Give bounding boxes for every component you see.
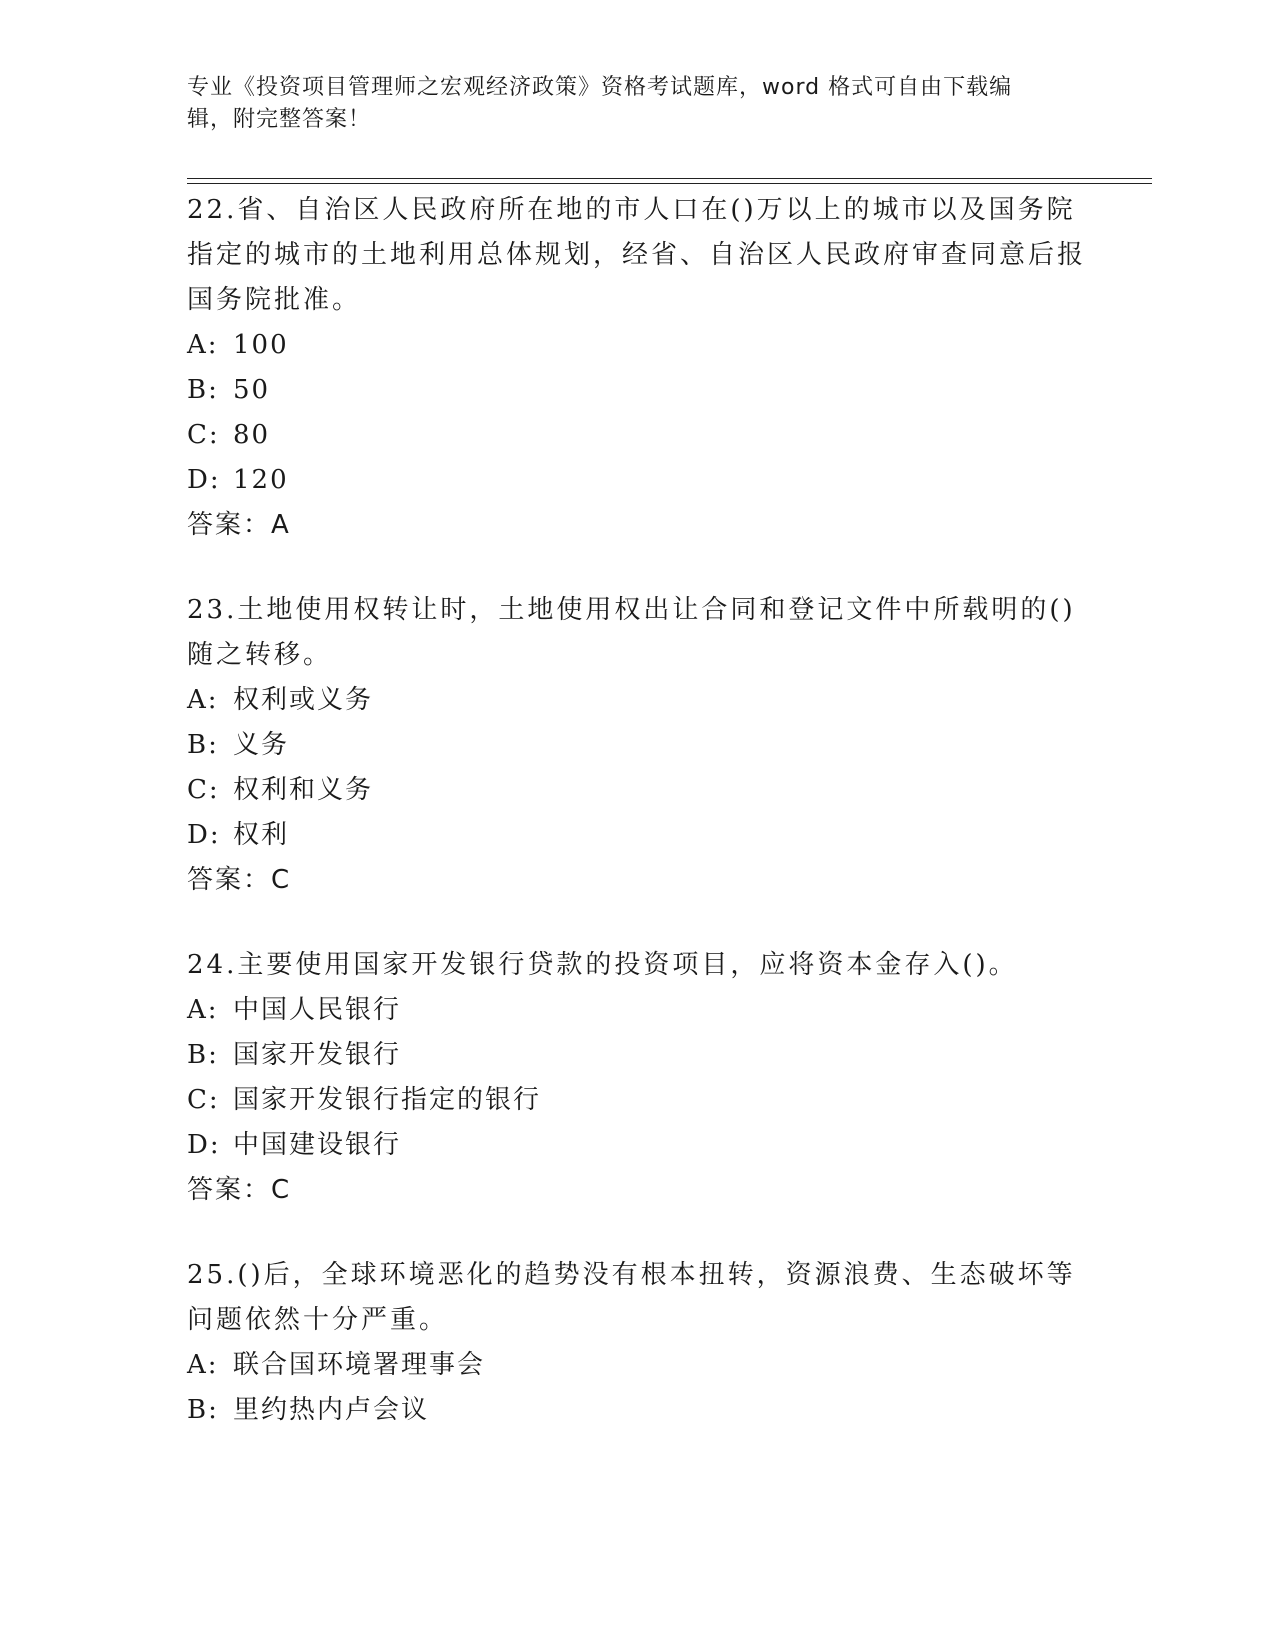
option-c	[187, 1078, 1087, 1123]
option-key: A:	[187, 1350, 219, 1380]
option-key: D:	[187, 465, 221, 495]
option-key: D:	[187, 820, 221, 850]
question-24	[187, 943, 1087, 1213]
question-list	[187, 188, 1087, 1473]
option-key: A:	[187, 995, 219, 1025]
question-number: 22.	[187, 195, 238, 225]
option-c	[187, 768, 1087, 813]
option-key: C:	[187, 775, 220, 805]
question-number: 25.	[187, 1260, 238, 1290]
option-a	[187, 1343, 1087, 1388]
answer-line: 答案：A	[187, 510, 291, 540]
option-key: A:	[187, 685, 219, 715]
option-text: 中国建设银行	[233, 1130, 402, 1160]
header-line-1: 专业《投资项目管理师之宏观经济政策》资格考试题库，word 格式可自由下载编	[187, 75, 1013, 100]
header-divider-top	[187, 178, 1152, 179]
option-text: 中国人民银行	[233, 995, 402, 1025]
question-text	[187, 1253, 1087, 1343]
option-key: B:	[187, 1040, 219, 1070]
option-text: 权利和义务	[233, 775, 374, 805]
question-body: 土地使用权转让时，土地使用权出让合同和登记文件中所载明的()随之转移。	[187, 595, 1076, 670]
option-key: B:	[187, 730, 219, 760]
question-23	[187, 588, 1087, 903]
option-d	[187, 1123, 1087, 1168]
question-number: 23.	[187, 595, 238, 625]
option-text: 权利	[233, 820, 290, 850]
option-b	[187, 368, 1087, 413]
document-header	[187, 72, 1067, 136]
question-25	[187, 1253, 1087, 1433]
question-text	[187, 588, 1087, 678]
question-body: 主要使用国家开发银行贷款的投资项目，应将资本金存入()。	[237, 950, 1018, 980]
option-a	[187, 988, 1087, 1033]
option-key: C:	[187, 1085, 220, 1115]
option-text: 100	[233, 330, 289, 360]
header-divider-bottom	[187, 183, 1152, 184]
answer-line: 答案：C	[187, 1175, 292, 1205]
option-key: D:	[187, 1130, 221, 1160]
option-key: A:	[187, 330, 219, 360]
header-line-2: 辑，附完整答案！	[187, 107, 372, 132]
answer-line: 答案：C	[187, 865, 292, 895]
question-body: 省、自治区人民政府所在地的市人口在()万以上的城市以及国务院指定的城市的土地利用总体规划，经省、自治区人民政府审查同意后报国务院批准。	[187, 195, 1087, 315]
option-key: C:	[187, 420, 220, 450]
option-key: B:	[187, 375, 219, 405]
option-text: 联合国环境署理事会	[233, 1350, 486, 1380]
option-b	[187, 1388, 1087, 1433]
option-text: 权利或义务	[233, 685, 374, 715]
option-b	[187, 723, 1087, 768]
option-text: 80	[233, 420, 271, 450]
option-text: 义务	[233, 730, 290, 760]
question-body: ()后，全球环境恶化的趋势没有根本扭转，资源浪费、生态破坏等问题依然十分严重。	[187, 1260, 1076, 1335]
option-text: 里约热内卢会议	[233, 1395, 430, 1425]
option-d	[187, 813, 1087, 858]
option-text: 50	[233, 375, 271, 405]
question-number: 24.	[187, 950, 238, 980]
option-a	[187, 323, 1087, 368]
question-22	[187, 188, 1087, 548]
option-b	[187, 1033, 1087, 1078]
option-a	[187, 678, 1087, 723]
option-key: B:	[187, 1395, 219, 1425]
option-text: 国家开发银行	[233, 1040, 402, 1070]
option-d	[187, 458, 1087, 503]
option-text: 国家开发银行指定的银行	[233, 1085, 542, 1115]
option-c	[187, 413, 1087, 458]
option-text: 120	[233, 465, 289, 495]
question-text	[187, 943, 1087, 988]
question-text	[187, 188, 1087, 323]
